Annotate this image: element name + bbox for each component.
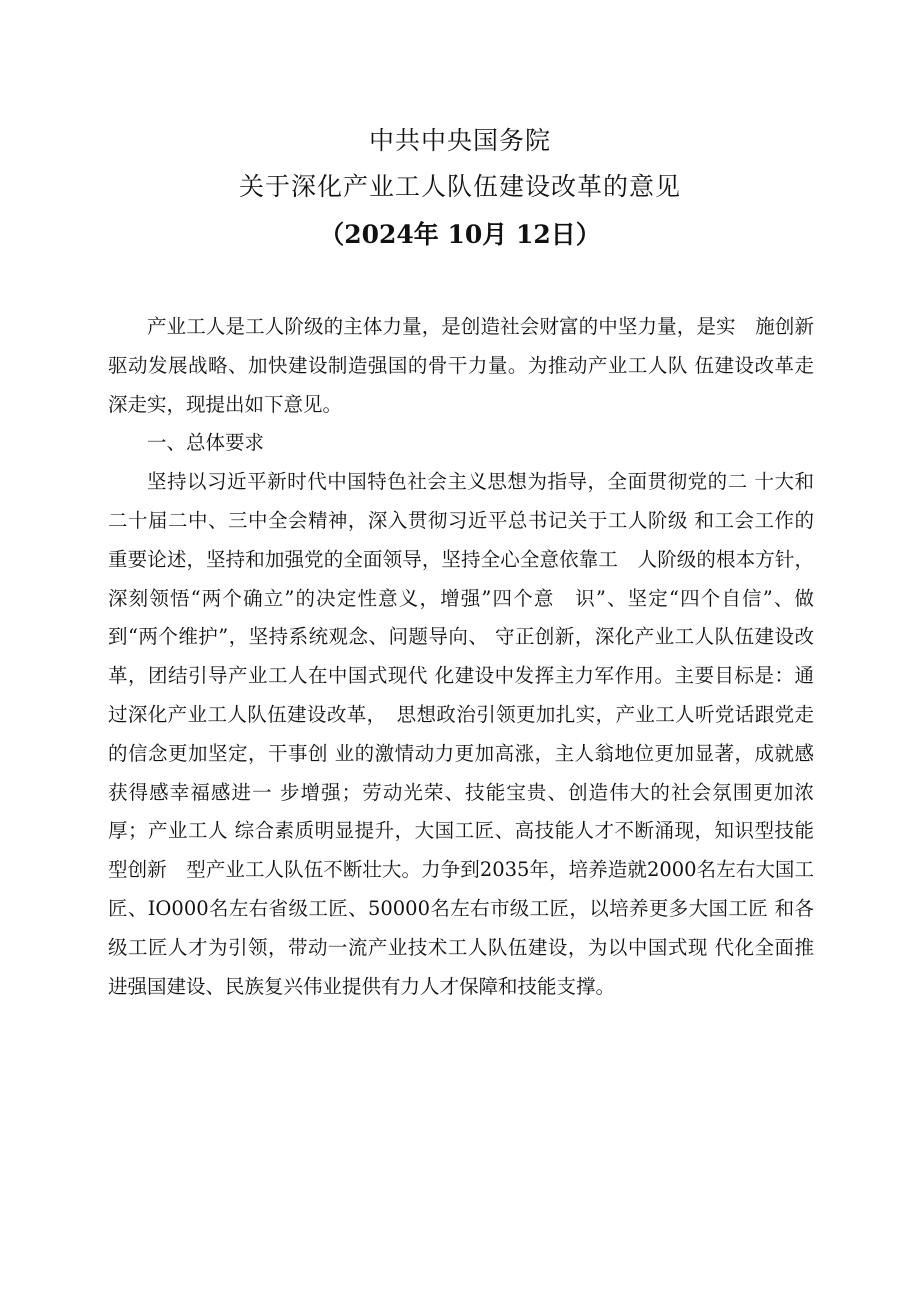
intro-paragraph: 产业工人是工人阶级的主体力量，是创造社会财富的中坚力量，是实 施创新驱动发展战略、加快建设制造强国的骨干力量。为推动产业工人队 伍建设改革走深走实，现提出如下意见。 xyxy=(108,315,814,416)
issuer-title: 中共中央国务院 xyxy=(368,126,551,155)
section-paragraph-general-requirements: 坚持以习近平新时代中国特色社会主义思想为指导，全面贯彻党的二 十大和二十届二中、三中全会精神，深入贯彻习近平总书记关于工人阶级 和工会工作的重要论述，坚持和加强党的全面领导，坚持全心全意依靠工 人阶级的根本方针，深刻领悟“两个确立”的决定性意义，增强”四个意 识”、坚定“四个自信”、做到“两个维护”，坚持系统观念、问题导向、 守正创新，深化产业工人队伍建设改革，团结引导产业工人在中国式现代 化建设中发挥主力军作用。主要目标是：通过深化产业工人队伍建设改革， 思想政治引领更加扎实，产业工人听党话跟党走的信念更加坚定，干事创 业的激情动力更加高涨，主人翁地位更加显著，成就感获得感幸福感进一 步增强；劳动光荣、技能宝贵、创造伟大的社会氛围更加浓厚；产业工人 综合素质明显提升，大国工匠、高技能人才不断涌现，知识型技能型创新 型产业工人队伍不断壮大。力争到2035年，培养造就2000名左右大国工匠、IO000名左右省级工匠、50000名左右市级工匠，以培养更多大国工匠 和各级工匠人才为引领，带动一流产业技术工人队伍建设，为以中国式现 代化全面推进强国建设、民族复兴伟业提供有力人才保障和技能支撑。 xyxy=(108,470,814,998)
title-block xyxy=(0,118,920,260)
section-heading-general-requirements: 一、总体要求 xyxy=(147,431,265,455)
document-date: （2024年 10月 12日） xyxy=(319,220,601,249)
document-body xyxy=(108,308,814,1006)
document-title: 关于深化产业工人队伍建设改革的意见 xyxy=(238,172,681,201)
